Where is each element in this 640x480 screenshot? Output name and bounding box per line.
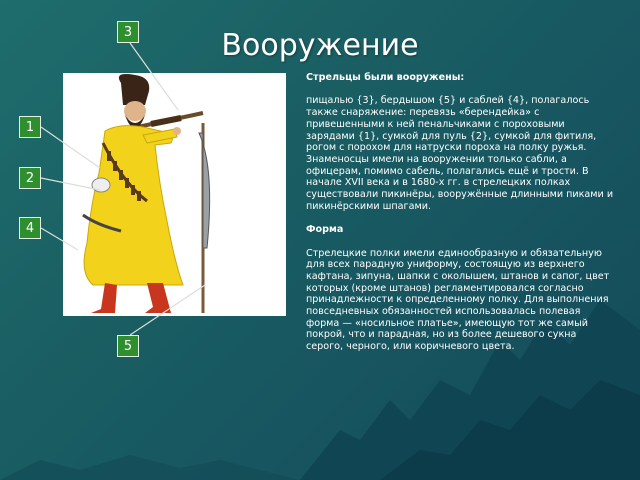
uniform-paragraph: Стрелецкие полки имели единообразную и обязательную для всех парадную униформу, состоящую из верхнего кафтана, зипуна, шапки с околышем, штанов и сапог, цвет которых (кроме штанов) регламентировался согласно принадлежности к определенному полку. Для выполнения повседневных обязанностей использовалась полевая форма — «носильное платье», имеющую тот же самый покрой, что и парадная, но из более дешевого сукна серого, черного, или коричневого цвета. (306, 247, 610, 353)
callout-badge-2: 2 (19, 167, 41, 189)
weapons-heading: Стрельцы были вооружены: (306, 72, 465, 83)
uniform-heading: Форма (306, 224, 344, 236)
callout-badge-5: 5 (117, 335, 139, 357)
streltsy-illustration (63, 73, 286, 316)
officers-paragraph: Знаменосцы имели на вооружении только сабли, а офицерам, помимо сабель, полагались ещё и трости. В начале XVII века и в 1680-х гг. в стрелецких полках существовали пикинёры, вооружённые длинными пиками и пикинёрскими шпагами. (306, 153, 614, 212)
callout-badge-1: 1 (19, 116, 41, 138)
weapons-paragraph: пищалью {3}, бердышом {5} и саблей {4}, полагалось также снаряжение: перевязь «берендейка» с привешенными к ней пенальчиками с пороховыми зарядами {1}, сумкой для пуль {2}, сумкой для фитиля, рогом с порохом для натруски пороха на полку ружья. (306, 95, 597, 154)
callout-badge-4: 4 (19, 217, 41, 239)
slide-title: Вооружение (221, 28, 419, 63)
callout-badge-3: 3 (117, 21, 139, 43)
slide-text (306, 72, 616, 353)
